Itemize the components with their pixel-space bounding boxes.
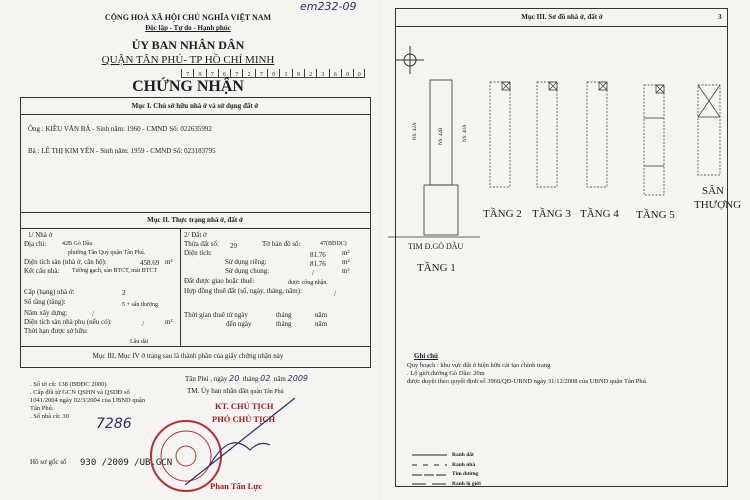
doc-title: CHỨNG NHẬN <box>132 78 244 95</box>
house-label: NS: 42B <box>439 127 444 145</box>
signer-title-2: PHÓ CHỦ TỊCH <box>212 414 276 424</box>
owner-2: Bà : LÊ THỊ KIM YẾN - Sinh năm: 1959 - CMND Số: 023183795 <box>28 147 216 155</box>
section3-note: Mục III, Mục IV ở trang sau là thành phần của giấy chứng nhận này <box>92 352 284 360</box>
dossier-number: 930 /2009 /UB.GCN <box>80 458 173 468</box>
notes-title: Ghi chú <box>414 352 438 360</box>
left-neighbor-label: NS: 42A <box>413 122 418 140</box>
serial-number: 7 9 7 6 7 2 7 0 1 9 2 3 6 0 0 <box>181 69 365 78</box>
left-page: em232-09 CỘNG HOÀ XÃ HỘI CHỦ NGHĨA VIỆT NAM Độc lập - Tự do - Hạnh phúc ỦY BAN NHÂN DÂN QUẬN TÂN PHÚ- TP HỒ CHÍ MINH 7 9 7 6 7 2 7 0 1 9 2 3 6 0 0 CHỨNG NHẬN Mục I. Chủ sở hữu nhà ở và sử dụng đất ở Ông : KIỀU VĂN BÁ - Sinh năm: 1960 - CMND Số: 022635992 Bà : LÊ THỊ KIM YẾN - Sinh năm: 1959 - CMND Số: 023183795 Mục II. Thực trạng nhà ở, đất ở 1/ Nhà ở Địa chỉ: 42B Gò Dầu phường Tân Quý quận Tân Phú. Diện tích sàn (nhà ở, căn hộ): 458.69 m² Kết cấu nhà: Tường gạch, sàn BTCT, mái BTCT Cấp (hạng) nhà ở: 2 Số tầng (tầng): 5 + sân thượng Năm xây dựng: / Diện tích sàn nhà phụ (nếu có): / m² Thời hạn được sở hữu: Lâu dài 2/ Đất ở Thửa đất số: 29 Tờ bản đồ số: 47(BĐDC) Diện tích: 81.76 m² Sử dụng riêng: 81.76 m² Sử dụng chung: / m² Đất được giao hoặc thuê: được công nhận. Hợp đồng thuê đất (số, ngày, tháng, năm): / Thời gian thuê từ ngày tháng năm đến ngày tháng năm Mục III, Mục IV ở trang sau là thành phần của giấy chứng nhận này . Số tờ cũ: 138 (BĐĐC 2000) . Cấp đổi từ GCN QSHN và QSDĐ số 1041/2004 ngày 02/3/2004 của UBND quận Tân Phú. . Số nhà cũ: 30 7286 Hồ sơ gốc số 930 /2009 /UB.GCN Tân Phú , ngày 20 tháng 02 năm 2009 TM. Ủy ban nhân dân quận Tân Phú KT. CHỦ TỊCH PHÓ CHỦ TỊCH Phan Tấn Lực <box>0 0 378 500</box>
authority: ỦY BAN NHÂN DÂN <box>131 38 245 52</box>
right-page: Mục III. Sơ đồ nhà ở, đất ở 3 NS: 42A NS: 42B NS: 40A TIM Đ.GÒ DẦU TẦNG 1 TẦNG 2 TẦNG 3 TẦNG 4 TẦNG 5 SÂN THƯỢNG Ghi chú Quy hoạch : khu vực đất ở hiện hữu cải tạo chỉnh trang . Lộ giới đường Gò Dầu: 20m được duyệt theo quyết định số 3960/QĐ-UBND ngày 31/12/2008 của UBND quận Tân Phú. Ranh đất Ranh nhà Tim đường Ranh lộ giới <box>382 0 750 500</box>
page-number: 3 <box>718 13 722 21</box>
section1-title: Mục I. Chủ sở hữu nhà ở và sử dụng đất ở <box>131 102 259 110</box>
upper-floor-plans <box>382 30 750 210</box>
motto: Độc lập - Tự do - Hạnh phúc <box>145 24 231 32</box>
floor-5-plan <box>644 85 664 195</box>
floor-3-plan <box>537 82 557 187</box>
national-title: CỘNG HOÀ XÃ HỘI CHỦ NGHĨA VIỆT NAM <box>104 13 272 22</box>
section3-title: Mục III. Sơ đồ nhà ở, đất ở <box>521 13 603 21</box>
issue-date: Tân Phú , ngày 20 tháng 02 năm 2009 <box>185 374 308 383</box>
floor-2-plan <box>490 82 510 187</box>
right-neighbor-label: NS: 40A <box>463 124 468 142</box>
footnotes: . Số tờ cũ: 138 (BĐĐC 2000) . Cấp đổi từ GCN QSHN và QSDĐ số 1041/2004 ngày 02/3/2004 của UBND quận Tân Phú. . Số nhà cũ: 30 <box>30 381 146 420</box>
signature <box>180 390 300 490</box>
legend-lines <box>407 450 447 490</box>
legend: Ranh đất Ranh nhà Tim đường Ranh lộ giới <box>452 452 481 488</box>
dossier-label: Hồ sơ gốc số <box>30 458 67 466</box>
handwritten-code: em232-09 <box>300 0 357 13</box>
notes: Quy hoạch : khu vực đất ở hiện hữu cải tạo chỉnh trang . Lộ giới đường Gò Dầu: 20m được duyệt theo quyết định số 3960/QĐ-UBND ngày 31/12/2008 của UBND quận Tân Phú. <box>407 362 648 385</box>
floor-4-plan <box>587 82 607 187</box>
signer-title-1: KT. CHỦ TỊCH <box>215 401 274 411</box>
owner-1: Ông : KIỀU VĂN BÁ - Sinh năm: 1960 - CMND Số: 022635992 <box>28 125 212 133</box>
district: QUẬN TÂN PHÚ- TP HỒ CHÍ MINH <box>101 54 275 66</box>
on-behalf: TM. Ủy ban nhân dân quận Tân Phú <box>187 387 284 395</box>
handwritten-number: 7286 <box>96 416 132 432</box>
road-centerline-label: TIM Đ.GÒ DẦU <box>408 242 464 251</box>
rooftop-plan <box>698 85 720 175</box>
section2-title: Mục II. Thực trạng nhà ở, đất ở <box>147 216 243 224</box>
signer-name: Phan Tấn Lực <box>210 481 263 491</box>
